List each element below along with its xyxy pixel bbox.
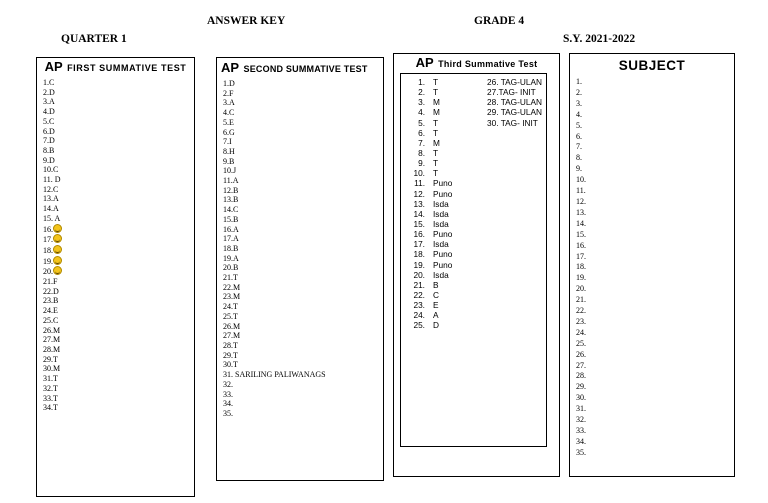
third-test-answer-item: 8. T (418, 147, 439, 158)
first-test-answer-item: 2.D (43, 87, 55, 97)
first-test-answer-item: 6.D (43, 126, 55, 136)
smiley-icon (53, 266, 62, 275)
first-test-answer-item: 5.C (43, 116, 55, 126)
second-test-answer-item: 34. (223, 399, 233, 409)
subject-item: 27. (576, 360, 586, 370)
grade-heading: GRADE 4 (474, 15, 525, 27)
first-test-answer-item: 8.B (43, 145, 55, 155)
first-test-answer-item: 30.M (43, 364, 61, 374)
second-test-answer-item: 3.A (223, 98, 235, 108)
second-test-answer-item: 12.B (223, 185, 239, 195)
subject-item: 9. (576, 164, 582, 174)
first-test-answer-item: 27.M (43, 335, 61, 345)
first-test-subject: AP (44, 59, 63, 74)
third-test-answer-item: 4. M (418, 107, 440, 118)
third-test-answer-item: 1. T (418, 77, 439, 87)
subject-item-list (576, 77, 734, 459)
third-test-answer-item-col2: 30. TAG- INIT (487, 117, 538, 128)
second-test-answer-item: 1.D (223, 79, 235, 88)
subject-item: 24. (576, 327, 586, 337)
third-test-answer-item: 16. Puno (413, 229, 453, 240)
second-test-answer-item: 27.M (223, 331, 241, 341)
third-test-answer-item: 14. Isda (413, 208, 449, 219)
first-test-answer-item: 22.D (43, 286, 59, 296)
second-test-answer-item: 23.M (223, 292, 241, 302)
first-test-answer-item: 10.C (43, 165, 59, 175)
third-test-answer-list (403, 77, 452, 331)
subject-item: 35. (576, 447, 586, 457)
third-test-answer-table (400, 73, 547, 447)
smiley-icon (53, 256, 62, 265)
subject-item: 32. (576, 415, 586, 425)
subject-item: 12. (576, 196, 586, 206)
second-test-answer-item: 15.B (223, 214, 239, 224)
third-test-answer-item: 25. D (413, 320, 439, 331)
subject-item: 10. (576, 175, 586, 185)
second-summative-test-box (216, 57, 384, 481)
second-test-answer-item: 31. SARILING PALIWANAGS (223, 370, 326, 380)
third-test-answer-item: 7. M (418, 137, 440, 148)
second-test-answer-item: 19.A (223, 253, 239, 263)
subject-item: 21. (576, 295, 586, 305)
subject-item: 19. (576, 273, 586, 283)
second-test-answer-item: 17.A (223, 234, 239, 244)
subject-item: 26. (576, 349, 586, 359)
second-test-answer-item: 22.M (223, 282, 241, 292)
first-test-answer-item: 3.A (43, 97, 55, 107)
second-test-answer-item: 7.I (223, 137, 232, 147)
subject-item: 14. (576, 218, 586, 228)
second-test-answer-item: 24.T (223, 302, 238, 312)
first-test-answer-item: 24.E (43, 306, 58, 316)
second-test-answer-item: 20.B (223, 263, 239, 273)
third-test-answer-item: 3. M (418, 97, 440, 108)
subject-item: 18. (576, 262, 586, 272)
subject-item: 8. (576, 153, 582, 163)
third-test-answer-item: 18. Puno (413, 249, 453, 260)
first-test-answer-item: 13.A (43, 194, 59, 204)
first-test-answer-item: 29.T (43, 354, 58, 364)
first-test-answer-item: 25.C (43, 315, 59, 325)
first-test-answer-item: 18. (43, 245, 194, 256)
first-test-answer-item: 4.D (43, 107, 55, 117)
subject-title: SUBJECT (618, 58, 686, 73)
first-test-answer-item: 33.T (43, 393, 58, 403)
first-test-answer-item: 26.M (43, 325, 61, 335)
second-test-answer-list (223, 79, 383, 419)
second-test-answer-item: 26.M (223, 321, 241, 331)
subject-item: 23. (576, 316, 586, 326)
subject-item: 6. (576, 131, 582, 141)
second-test-answer-item: 8.H (223, 146, 235, 156)
second-test-answer-item: 35. (223, 408, 233, 418)
subject-item: 20. (576, 284, 586, 294)
third-summative-test-box (393, 53, 560, 477)
third-test-answer-item: 17. Isda (413, 239, 449, 250)
third-test-subject: AP (415, 55, 434, 70)
subject-item: 11. (576, 186, 586, 196)
first-test-label: FIRST SUMMATIVE TEST (67, 63, 187, 73)
subject-item: 30. (576, 393, 586, 403)
third-test-answer-item: 23. E (413, 300, 439, 311)
third-test-title (394, 56, 559, 71)
subject-item: 2. (576, 87, 582, 97)
first-test-answer-item: 20. (43, 266, 194, 277)
second-test-answer-item: 25.T (223, 311, 238, 321)
third-test-answer-item: 10. T (413, 168, 439, 179)
first-test-answer-item: 21.F (43, 277, 58, 287)
second-test-subject: AP (221, 60, 240, 75)
second-test-answer-item: 29.T (223, 350, 238, 360)
third-test-answer-item-col2: 26. TAG-ULAN (487, 77, 543, 87)
third-test-label: Third Summative Test (438, 59, 538, 69)
first-test-answer-item: 32.T (43, 383, 58, 393)
third-test-answer-item: 21. B (413, 279, 439, 290)
second-test-answer-item: 28.T (223, 340, 238, 350)
second-test-answer-item: 10.J (223, 166, 237, 176)
first-test-answer-item: 7.D (43, 136, 55, 146)
first-test-answer-item: 34.T (43, 403, 58, 413)
subject-item: 25. (576, 338, 586, 348)
third-test-answer-item: 6. T (418, 127, 439, 138)
first-test-answer-item: 9.D (43, 155, 55, 165)
subject-item: 1. (576, 77, 582, 86)
third-test-answer-item: 20. Isda (413, 269, 449, 280)
second-test-answer-item: 2.F (223, 88, 234, 98)
subject-item: 33. (576, 426, 586, 435)
second-test-answer-item: 21.T (223, 273, 238, 283)
second-test-answer-item: 14.C (223, 205, 239, 215)
subject-item: 28. (576, 371, 586, 381)
subject-item: 4. (576, 109, 582, 119)
first-test-answer-item: 23.B (43, 296, 59, 306)
smiley-icon (53, 234, 62, 243)
subject-item: 34. (576, 436, 586, 446)
second-test-answer-item: 13.B (223, 195, 239, 205)
second-test-answer-item: 5.E (223, 117, 234, 127)
first-test-answer-item: 16. (43, 224, 194, 235)
first-test-answer-item: 12.C (43, 184, 59, 194)
third-test-answer-item: 24. A (413, 310, 439, 321)
second-test-title (217, 60, 383, 77)
second-test-answer-item: 6.G (223, 127, 235, 137)
second-test-answer-item: 11.A (223, 176, 239, 186)
first-test-answer-item: 14.A (43, 204, 59, 214)
smiley-icon (53, 224, 62, 233)
second-test-answer-item: 18.B (223, 243, 239, 253)
third-test-answer-item: 9. T (418, 158, 439, 169)
first-test-answer-item: 1.C (43, 78, 55, 87)
third-test-answer-item-col2: 27.TAG- INIT (487, 87, 536, 98)
first-test-title (37, 60, 194, 75)
second-test-answer-item: 33. (223, 389, 233, 399)
subject-item: 31. (576, 404, 586, 414)
first-test-answer-item: 19. (43, 256, 194, 267)
second-test-answer-item: 9.B (223, 156, 235, 166)
subject-item: 29. (576, 382, 586, 392)
subject-item: 5. (576, 120, 582, 130)
subject-item: 13. (576, 207, 586, 217)
first-test-answer-list (43, 78, 194, 413)
third-test-answer-item: 13. Isda (413, 198, 449, 209)
third-test-answer-item-col2: 28. TAG-ULAN (487, 97, 543, 108)
third-test-answer-item: 22. C (413, 289, 439, 300)
subject-item: 7. (576, 142, 582, 152)
second-test-answer-item: 32. (223, 379, 233, 389)
second-test-answer-item: 4.C (223, 108, 235, 118)
third-test-answer-item-col2: 29. TAG-ULAN (487, 107, 543, 118)
third-test-answer-list-col2 (487, 77, 542, 128)
first-test-answer-item: 28.M (43, 344, 61, 354)
school-year-heading: S.Y. 2021-2022 (563, 33, 636, 45)
subject-item: 17. (576, 251, 586, 261)
subject-item: 3. (576, 98, 582, 108)
second-test-label: SECOND SUMMATIVE TEST (243, 64, 368, 74)
subject-box (569, 53, 735, 477)
third-test-answer-item: 19. Puno (413, 259, 453, 270)
subject-item: 16. (576, 240, 586, 250)
quarter-heading: QUARTER 1 (61, 33, 127, 45)
second-test-answer-item: 16.A (223, 224, 239, 234)
answer-key-heading: ANSWER KEY (207, 15, 286, 27)
subject-item: 22. (576, 306, 586, 316)
first-test-answer-item: 17. (43, 234, 194, 245)
third-test-answer-item: 15. Isda (413, 218, 449, 229)
subject-item: 15. (576, 229, 586, 239)
first-summative-test-box (36, 57, 195, 497)
third-test-answer-item: 5. T (418, 117, 439, 128)
first-test-answer-item: 11. D (43, 175, 61, 185)
second-test-answer-item: 30.T (223, 360, 238, 370)
first-test-answer-item: 31.T (43, 374, 58, 384)
third-test-answer-item: 11. Puno (414, 178, 453, 189)
third-test-answer-item: 2. T (418, 87, 439, 98)
smiley-icon (53, 245, 62, 254)
third-test-answer-item: 12. Puno (413, 188, 453, 199)
first-test-answer-item: 15. A (43, 213, 61, 223)
